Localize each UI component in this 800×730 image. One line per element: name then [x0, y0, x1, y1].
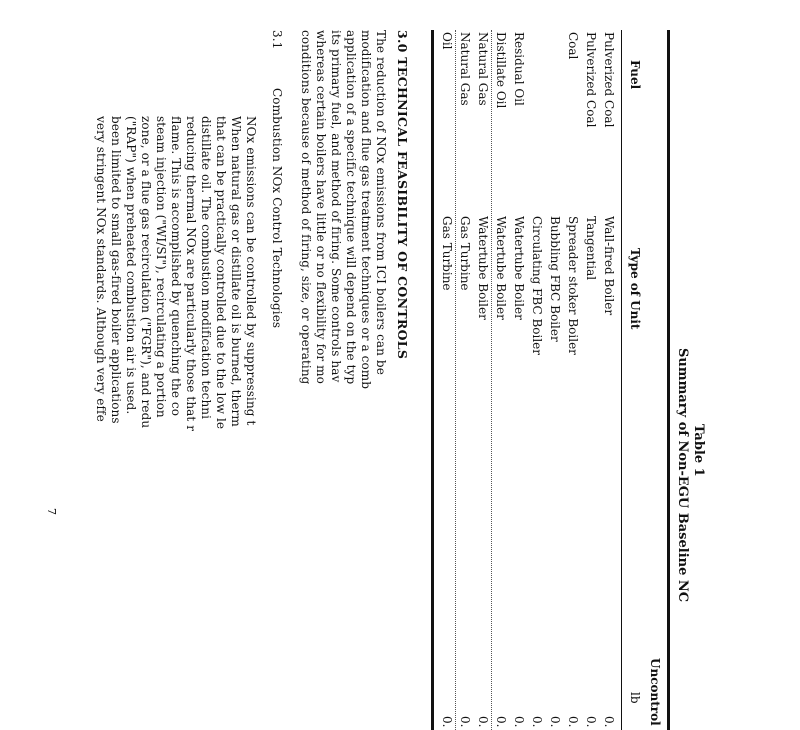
cell-unit-type: Gas Turbine — [458, 216, 472, 291]
body-line: ("RAP") when preheated combustion air is used. — [124, 116, 138, 415]
row-divider — [491, 30, 492, 730]
cell-value: 0. — [476, 716, 490, 728]
cell-unit-type: Bubbling FBC Boiler — [548, 216, 562, 342]
body-line: flame. This is accomplished by quenching the co — [169, 116, 183, 417]
table-bottom-rule — [431, 30, 434, 730]
body-line: The reduction of NOx emissions from ICI boilers can be — [374, 30, 388, 375]
cell-unit-type: Watertube Boiler — [476, 216, 490, 320]
cell-unit-type: Spreader stoker Boiler — [566, 216, 580, 355]
table-header-uncontrolled: Uncontrol — [648, 658, 662, 726]
cell-fuel: Distillate Oil — [494, 32, 508, 109]
cell-fuel: Oil — [440, 32, 454, 50]
body-line: that can be practically controlled due to the low le — [214, 116, 228, 430]
body-line: NOx emissions can be controlled by suppressing t — [244, 116, 258, 426]
cell-value: 0. — [566, 716, 580, 728]
cell-unit-type: Tangential — [584, 216, 598, 281]
page-number: 7 — [45, 508, 58, 515]
cell-fuel: Natural Gas — [476, 32, 490, 106]
body-line: modification and flue gas treatment techniques or a comb — [359, 30, 373, 390]
cell-value: 0. — [512, 716, 526, 728]
cell-fuel: Pulverized Coal — [584, 32, 598, 128]
table-header-units: lb — [628, 692, 642, 704]
body-line: When natural gas or distillate oil is burned, therm — [229, 116, 243, 427]
section-heading-3-1: Combustion NOx Control Technologies — [270, 88, 284, 329]
row-divider — [455, 30, 456, 730]
body-line: whereas certain boilers have little or no flexibility for mo — [314, 30, 328, 384]
body-line: application of a specific technique will depend on the typ — [344, 30, 358, 385]
body-line: distillate oil. The combustion modification techni — [199, 116, 213, 420]
table-title: Summary of Non-EGU Baseline NC — [675, 348, 690, 603]
cell-value: 0. — [602, 716, 616, 728]
section-number-3-1: 3.1 — [270, 30, 284, 50]
cell-fuel: Natural Gas — [458, 32, 472, 106]
cell-value: 0. — [584, 716, 598, 728]
cell-value: 0. — [458, 716, 472, 728]
cell-value: 0. — [530, 716, 544, 728]
cell-fuel: Coal — [566, 32, 580, 60]
section-heading-3-0: 3.0 TECHNICAL FEASIBILITY OF CONTROLS — [395, 30, 410, 360]
table-header-rule — [621, 30, 622, 730]
table-caption: Table 1 — [691, 424, 706, 477]
cell-value: 0. — [440, 716, 454, 728]
body-line: reducing thermal NOx are particularly those that r — [184, 116, 198, 432]
cell-unit-type: Wall-fired Boiler — [602, 216, 616, 316]
cell-unit-type: Watertube Boiler — [512, 216, 526, 320]
cell-unit-type: Gas Turbine — [440, 216, 454, 291]
table-header-fuel: Fuel — [628, 60, 642, 90]
body-line: steam injection ("WI/SI"), recirculating a portion — [154, 116, 168, 418]
body-line: very stringent NOx standards. Although very effe — [94, 116, 108, 422]
body-line: conditions because of method of firing, size, or operating — [299, 30, 313, 385]
table-header-unit-type: Type of Unit — [628, 248, 642, 330]
table-top-rule — [667, 30, 670, 730]
cell-unit-type: Circulating FBC Boiler — [530, 216, 544, 356]
cell-fuel: Residual Oil — [512, 32, 526, 106]
cell-value: 0. — [548, 716, 562, 728]
cell-fuel: Pulverized Coal — [602, 32, 616, 128]
body-line: been limited to small gas-fired boiler applications — [109, 116, 123, 424]
cell-unit-type: Watertube Boiler — [494, 216, 508, 320]
body-line: its primary fuel, and method of firing. Some controls hav — [329, 30, 343, 383]
cell-value: 0. — [494, 716, 508, 728]
body-line: zone, or a flue gas recirculation ("FGR"), and redu — [139, 116, 153, 429]
rotated-page-content — [45, 30, 710, 730]
